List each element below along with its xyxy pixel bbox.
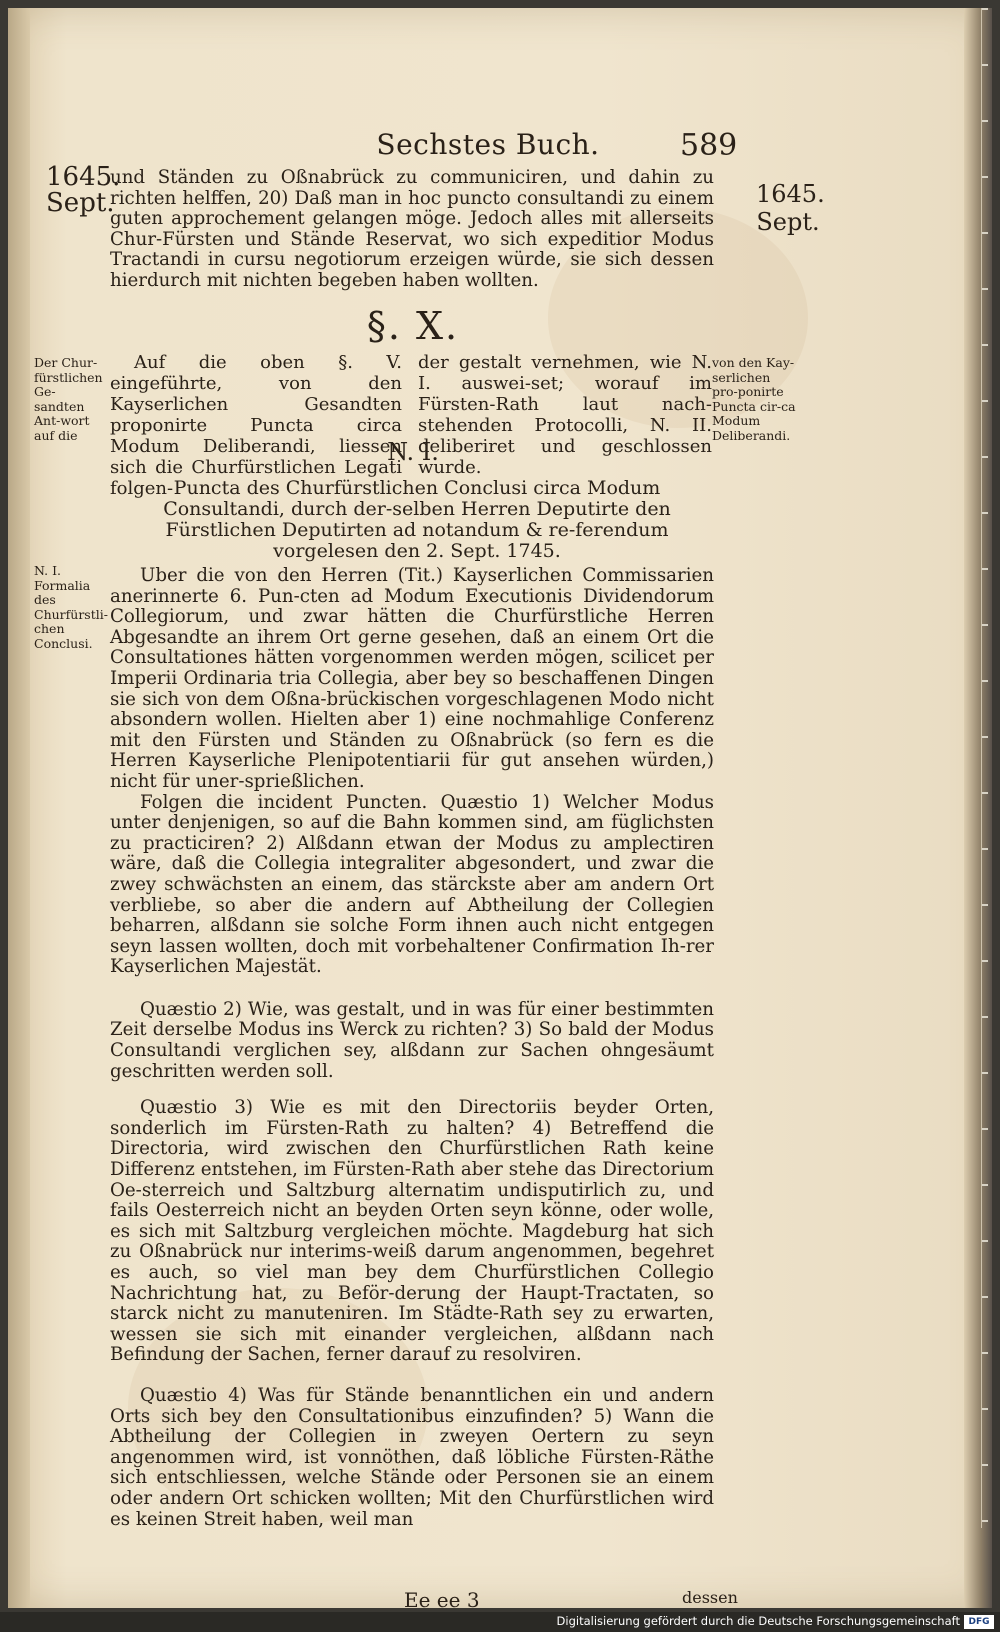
column-left: Auf die oben §. V. eingeführte, von den Kayserlichen Gesandten proponirte Puncta circa Modum Deliberandi, liessen sich die Churfürstlichen Legati folgen- [110,352,402,499]
year-text: 1645. [756,180,825,208]
scale-ruler [981,8,988,1528]
document-number: N. I. [387,438,439,466]
page-gutter [8,8,30,1608]
document-body [110,566,714,1530]
body-paragraph: Quæstio 4) Was für Stände benanntlichen ein und andern Orts sich bey den Consultationibus einzufinden? 5) Wann die Abtheilung der Collegien in zweyen Oertern zu seyn angenommen wird, ist vonnöthen, daß löbliche Fürsten-Räthe sich entschliessen, welche Stände oder Personen sie an einem oder andern Ort schicken wollten; Mit den Churfürstlichen wird es keinen Streit haben, weil man [110,1384,714,1530]
year-text: 1645. [46,162,121,192]
document-title: Puncta des Churfürstlichen Conclusi circa Modum Consultandi, durch der-selben Herren Deputirte den Fürstlichen Deputirten ad notandum & re-ferendum vorgelesen den 2. Sept. 1745. [163,477,671,562]
running-head: Sechstes Buch. [376,128,600,161]
signature-mark: Ee ee 3 [404,1588,480,1608]
year-margin-left [46,162,121,218]
catchword: dessen [682,1588,738,1607]
margin-note-left: Der Chur-fürstlichen Ge-sandten Ant-wort auf die [34,355,103,443]
month-text: Sept. [46,188,115,218]
body-paragraph: Quæstio 2) Wie, was gestalt, und in was für einer bestimmten Zeit derselbe Modus ins Werck zu richten? 3) So bald der Modus Consultandi verglichen sey, alßdann zur Sachen ohngesäumt geschritten werden soll. [110,998,714,1082]
body-paragraph: Quæstio 3) Wie es mit den Directoriis beyder Orten, sonderlich im Fürsten-Rath zu halten? 4) Betreffend die Directoria, wird zwischen den Churfürstlichen Rath keine Differenz entstehen, im Fürsten-Rath aber stehe das Directorium Oe-sterreich und Saltzburg alternatim undisputirlich zu, und fails Oesterreich nicht an beyden Orten seyn könne, oder wolle, es sich mit Saltzburg vergleichen möchte. Magdeburg hat sich zu Oßnabrück nur interims-weiß darum angenommen, begehret es auch, so viel man bey dem Churfürstlichen Collegio Nachrichtung hat, zu Beför-derung der Haupt-Tractaten, so starck nicht zu manuteniren. Im Städte-Rath sey zu erwarten, wessen sie sich mit einander vergleichen, alßdann nach Befindung der Sachen, ferner darauf zu resolviren. [110,1097,714,1366]
month-text: Sept. [756,208,820,236]
margin-note-right: von den Kay-serlichen pro-ponirte Puncta cir-ca Modum Deliberandi. [712,355,796,443]
body-paragraph: Folgen die incident Puncten. Quæstio 1) Welcher Modus unter denjenigen, so auf die Bahn kommen sind, am füglichsten zu practiciren? 2) Alßdann etwan der Modus zu amplectiren wäre, daß die Collegia integraliter abgesondert, und zwar die zwey schwächsten an einem, das stärckste aber am andern Ort verbliebe, so aber die andern auf Abtheilung der Collegien beharren, alßdann sie solche Form ihnen auch nicht entgegen seyn lassen wollten, doch mit vorbehaltener Confirmation Ih-rer Kayserlichen Majestät. [110,791,714,978]
body-paragraph: Uber die von den Herren (Tit.) Kayserlichen Commissarien anerinnerte 6. Pun-cten ad Modum Executionis Dividendorum Collegiorum, und zwar hätten die Churfürstliche Herren Abgesandte an ihrem Ort gerne gesehen, daß an einem Ort die Consultationes hätten vorgenommen werden mögen, scilicet per Imperii Ordinaria tria Collegia, aber bey so beschaffenen Dingen sie sich von dem Oßna-brückischen vorgeschlagenen Modo nicht absondern wollen. Hielten aber 1) eine nochmahlige Conferenz mit den Fürsten und Ständen zu Oßnabrück (so fern es die Herren Kayserliche Plenipotentiarii für gut ansehen würden,) nicht für uner-sprießlichen. [110,565,714,792]
section-heading: §. X. [366,304,460,348]
column-right: der gestalt vernehmen, wie N. I. auswei-set; worauf im Fürsten-Rath laut nach-stehenden Protocolli, N. II. deliberiret und geschlossen wurde. [418,352,712,478]
book-page [8,8,992,1608]
page-number: 589 [680,128,738,163]
year-margin-right [756,180,825,236]
dfg-logo: DFG [964,1615,994,1629]
margin-note-formalia: N. I. Formalia des Churfürstli-chen Conclusi. [34,563,108,651]
funding-credit: Digitalisierung gefördert durch die Deutsche Forschungsgemeinschaft [556,1614,960,1628]
opening-paragraph: und Ständen zu Oßnabrück zu communiciren, und dahin zu richten helffen, 20) Daß man in hoc puncto consultandi zu einem guten approchement gelangen möge. Jedoch alles mit allerseits Chur-Fürsten und Stände Reservat, wo sich expeditior Modus Tractandi in cursu negotiorum erzeigen würde, sie sich dessen hierdurch mit nichten begeben haben wollten. [110,167,714,291]
